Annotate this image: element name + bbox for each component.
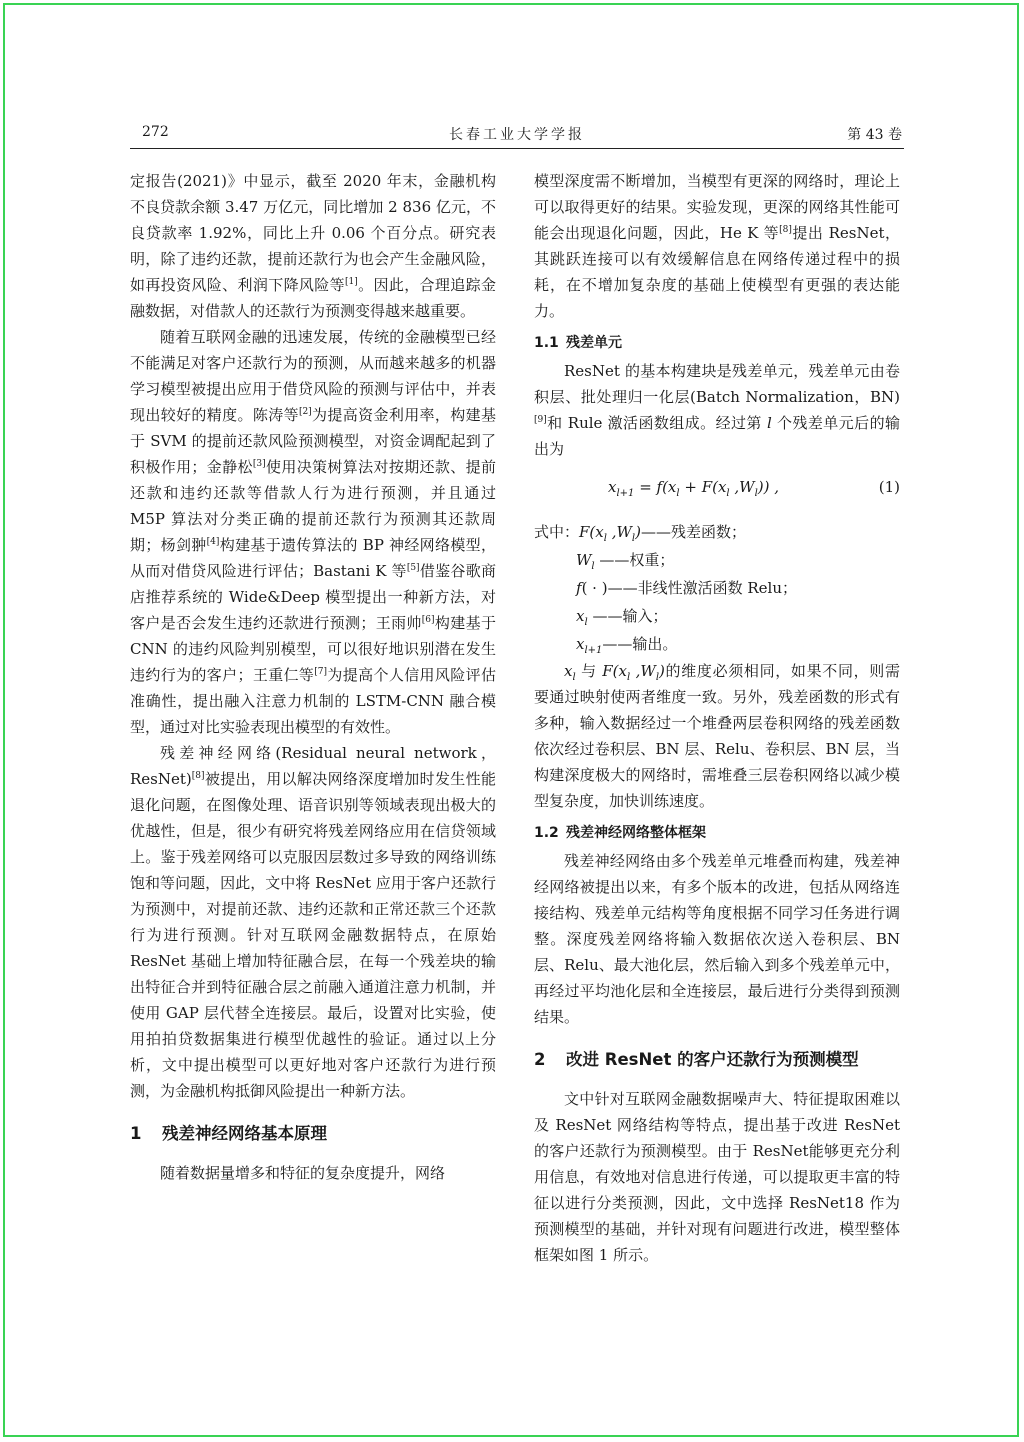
equation-body: $x_{l+1} = f(x_l + F(x_l$ $,W_l$)) , — [608, 478, 780, 499]
paragraph: 定报告(2021)》中显示，截至 2020 年末，金融机构不良贷款余额 3.47 万亿元，同比增加 2 836 亿元，不良贷款率 1.92%，同比上升 0.06 个百分点。研究表明，除了违约还款，提前还款行为也会产生金融风险，如再投资风险、利润下降风险等[1]。因此，合理追踪金融数据，对借款人的还款行为预测变得越来越重要。 — [130, 172, 496, 320]
definition-line: $x_{l+1}——$输出。 — [576, 635, 678, 656]
paragraph: 残差神经网络由多个残差单元堆叠而构建，残差神经网络被提出以来，有多个版本的改进，包括从网络连接结构、残差单元结构等角度根据不同学习任务进行调整。深度残差网络将输入数据依次送入卷积层、BN 层、Relu、最大池化层，然后输入到多个残差单元中，再经过平均池化层和全连接层，最后进行分类得到预测结果。 — [534, 852, 900, 1026]
paragraph: 随着数据量增多和特征的复杂度提升，网络 — [160, 1164, 446, 1182]
definition-line: $W_l$ ——权重； — [576, 551, 675, 572]
equation-number: (1) — [878, 478, 900, 496]
definition-line: $x_l$ ——输入； — [576, 607, 668, 628]
citation[interactable]: [3] — [252, 459, 266, 469]
equation-1 — [534, 462, 900, 518]
citation[interactable]: [5] — [406, 563, 420, 573]
right-column — [534, 168, 900, 1268]
paragraph: 随着互联网金融的迅速发展，传统的金融模型已经不能满足对客户还款行为的预测，从而越来越多的机器学习模型被提出应用于借贷风险的预测与评估中，并表现出较好的精度。陈涛等[2]为提高资金利用率，构建基于 SVM 的提前还款风险预测模型，对资金调配起到了积极作用；金静松[3]使用决策树算法对按期还款、提前还款和违约还款等借款人行为进行预测，并且通过 M5P 算法对分类正确的提前还款行为预测其还款周期；杨剑翀[4]构建基于遗传算法的 BP 神经网络模型，从而对借贷风险进行评估；Bastani K 等[5]借鉴谷歌商店推荐系统的 Wide&Deep 模型提出一种新方法，对客户是否会发生违约还款进行预测；王雨帅[6]构建基于 CNN 的违约风险判别模型，可以很好地识别潜在发生违约行为的客户；王重仁等[7]为提高个人信用风险评估准确性，提出融入注意力机制的 LSTM-CNN 融合模型，通过对比实验表现出模型的有效性。 — [130, 328, 496, 736]
definition-line: f( · )——非线性激活函数 Relu； — [576, 579, 797, 597]
left-column — [130, 168, 496, 1186]
section-heading-1: 1 残差神经网络基本原理 — [130, 1124, 327, 1143]
section-heading-1-2: 1.2 残差神经网络整体框架 — [534, 825, 706, 841]
paragraph: 残差神经网络(Residual neural network，ResNet)[8]被提出，用以解决网络深度增加时发生性能退化问题，在图像处理、语音识别等领域表现出极大的优越性，但是，很少有研究将残差网络应用在信贷领域上。鉴于残差网络可以克服因层数过多导致的网络训练饱和等问题，因此，文中将 ResNet 应用于客户还款行为预测中，对提前还款、违约还款和正常还款三个还款行为进行预测。针对互联网金融数据特点，在原始 ResNet 基础上增加特征融合层，在每一个残差块的输出特征合并到特征融合层之前融入通道注意力机制，并使用 GAP 层代替全连接层。最后，设置对比实验，使用拍拍贷数据集进行模型优越性的验证。通过以上分析，文中提出模型可以更好地对客户还款行为进行预测，为金融机构抵御风险提出一种新方法。 — [130, 744, 496, 1100]
running-header — [130, 124, 904, 146]
citation[interactable]: [7] — [314, 667, 328, 677]
citation[interactable]: [8] — [779, 225, 792, 235]
citation[interactable]: [9] — [534, 415, 547, 425]
citation[interactable]: [2] — [298, 407, 312, 417]
header-rule — [130, 148, 904, 149]
citation[interactable]: [4] — [206, 537, 220, 547]
volume-label: 第 43 卷 — [847, 127, 902, 143]
paragraph: 模型深度需不断增加，当模型有更深的网络时，理论上可以取得更好的结果。实验发现，更深的网络其性能可能会出现退化问题，因此，He K 等[8]提出 ResNet，其跳跃连接可以有效缓解信息在网络传递过程中的损耗，在不增加复杂度的基础上使模型有更强的表达能力。 — [534, 172, 900, 320]
citation[interactable]: [8] — [191, 771, 205, 781]
page-number: 272 — [142, 124, 169, 140]
paragraph: 文中针对互联网金融数据噪声大、特征提取困难以及 ResNet 网络结构等特点，提出基于改进 ResNet 的客户还款行为预测模型。由于 ResNet能够更充分利用信息，有效地对信息进行传递，可以提取更丰富的特征以进行分类预测，因此，文中选择 ResNet18 作为预测模型的基础，并针对现有问题进行改进，模型整体框架如图 1 所示。 — [534, 1090, 900, 1264]
definition-line: 式中：$F(x_l$ $,W_l)——$残差函数； — [534, 523, 746, 544]
section-heading-1-1: 1.1 残差单元 — [534, 335, 622, 351]
paragraph: $x_l$ 与 $F(x_l$ $,W_l$)的维度必须相同，如果不同，则需要通过映射使两者维度一致。另外，残差函数的形式有多种，输入数据经过一个堆叠两层卷积网络的残差函数依次经过卷积层、BN 层、Relu、卷积层、BN 层，当构建深度极大的网络时，需堆叠三层卷积网络以减少模型复杂度，加快训练速度。 — [534, 662, 900, 810]
citation[interactable]: [1] — [345, 277, 358, 287]
journal-title: 长春工业大学学报 — [449, 127, 585, 143]
paragraph: ResNet 的基本构建块是残差单元，残差单元由卷积层、批处理归一化层(Batch Normalization，BN)[9]和 Rule 激活函数组成。经过第 l 个残差单元后的输出为 — [534, 362, 900, 458]
citation[interactable]: [6] — [421, 615, 435, 625]
section-heading-2: 2 改进 ResNet 的客户还款行为预测模型 — [534, 1050, 859, 1069]
